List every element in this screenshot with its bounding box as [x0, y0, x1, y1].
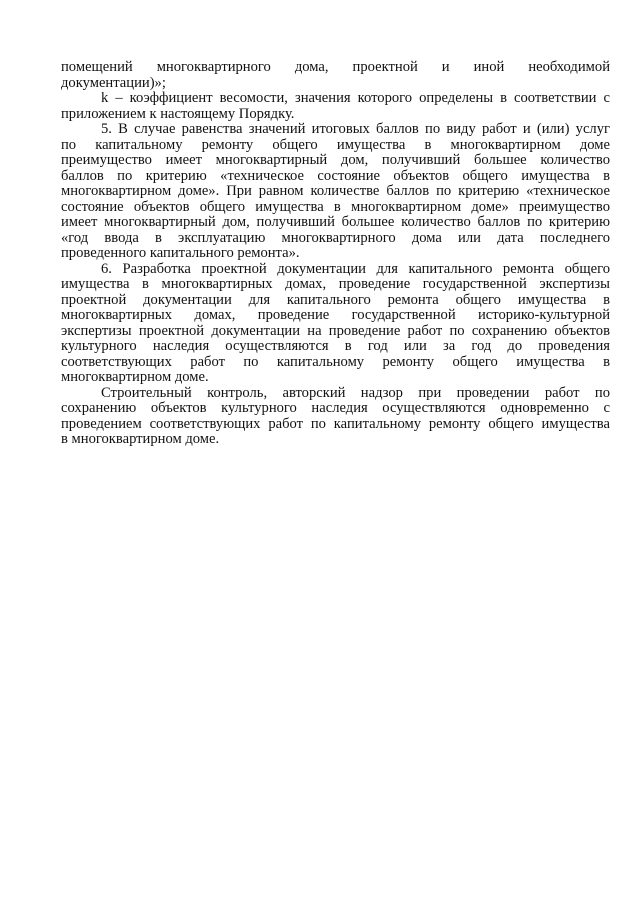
text-line: имущества в многоквартирных домах, проведение государственной экспертизы: [61, 276, 610, 292]
text-line: проведением соответствующих работ по капитальному ремонту общего имущества: [61, 415, 610, 432]
text-line: проектной документации для капитального ремонта общего имущества в: [61, 291, 610, 308]
text-line: по капитальному ремонту общего имущества в многоквартирном доме: [61, 136, 610, 153]
paragraph: [61, 122, 610, 262]
text-line: документации)»;: [61, 74, 166, 91]
text-line: k – коэффициент весомости, значения которого определены в соответствии с: [101, 90, 610, 106]
text-line: приложением к настоящему Порядку.: [61, 105, 295, 122]
paragraph: [61, 60, 610, 91]
paragraph: [61, 91, 610, 122]
paragraph: [61, 262, 610, 386]
text-line: многоквартирных домах, проведение государственной историко-культурной: [61, 307, 610, 323]
document-page: [61, 60, 610, 448]
text-line: состояние объектов общего имущества в многоквартирном доме» преимущество: [61, 198, 610, 215]
text-line: в многоквартирном доме.: [61, 431, 220, 447]
text-line: экспертизы проектной документации на проведение работ по сохранению объектов: [61, 322, 610, 339]
text-line: культурного наследия осуществляются в год или за год до проведения: [61, 338, 610, 354]
text-line: баллов по критерию «техническое состояние объектов общего имущества в: [61, 167, 610, 184]
text-line: 6. Разработка проектной документации для капитального ремонта общего: [101, 260, 610, 277]
text-line: Строительный контроль, авторский надзор при проведении работ по: [101, 384, 610, 401]
text-line: имеет многоквартирный дом, получивший большее количество баллов по критерию: [61, 214, 610, 230]
text-line: 5. В случае равенства значений итоговых баллов по виду работ и (или) услуг: [101, 121, 610, 137]
paragraph: [61, 386, 610, 448]
text-line: преимущество имеет многоквартирный дом, получивший большее количество: [61, 152, 610, 168]
text-line: соответствующих работ по капитальному ремонту общего имущества в: [61, 353, 610, 370]
text-line: многоквартирном доме». При равном количестве баллов по критерию «техническое: [61, 183, 610, 199]
text-line: многоквартирном доме.: [61, 369, 209, 385]
text-line: помещений многоквартирного дома, проектной и иной необходимой: [61, 59, 610, 75]
text-line: проведенного капитального ремонта».: [61, 245, 300, 261]
text-line: сохранению объектов культурного наследия осуществляются одновременно с: [61, 400, 610, 416]
text-line: «год ввода в эксплуатацию многоквартирного дома или дата последнего: [61, 229, 610, 246]
